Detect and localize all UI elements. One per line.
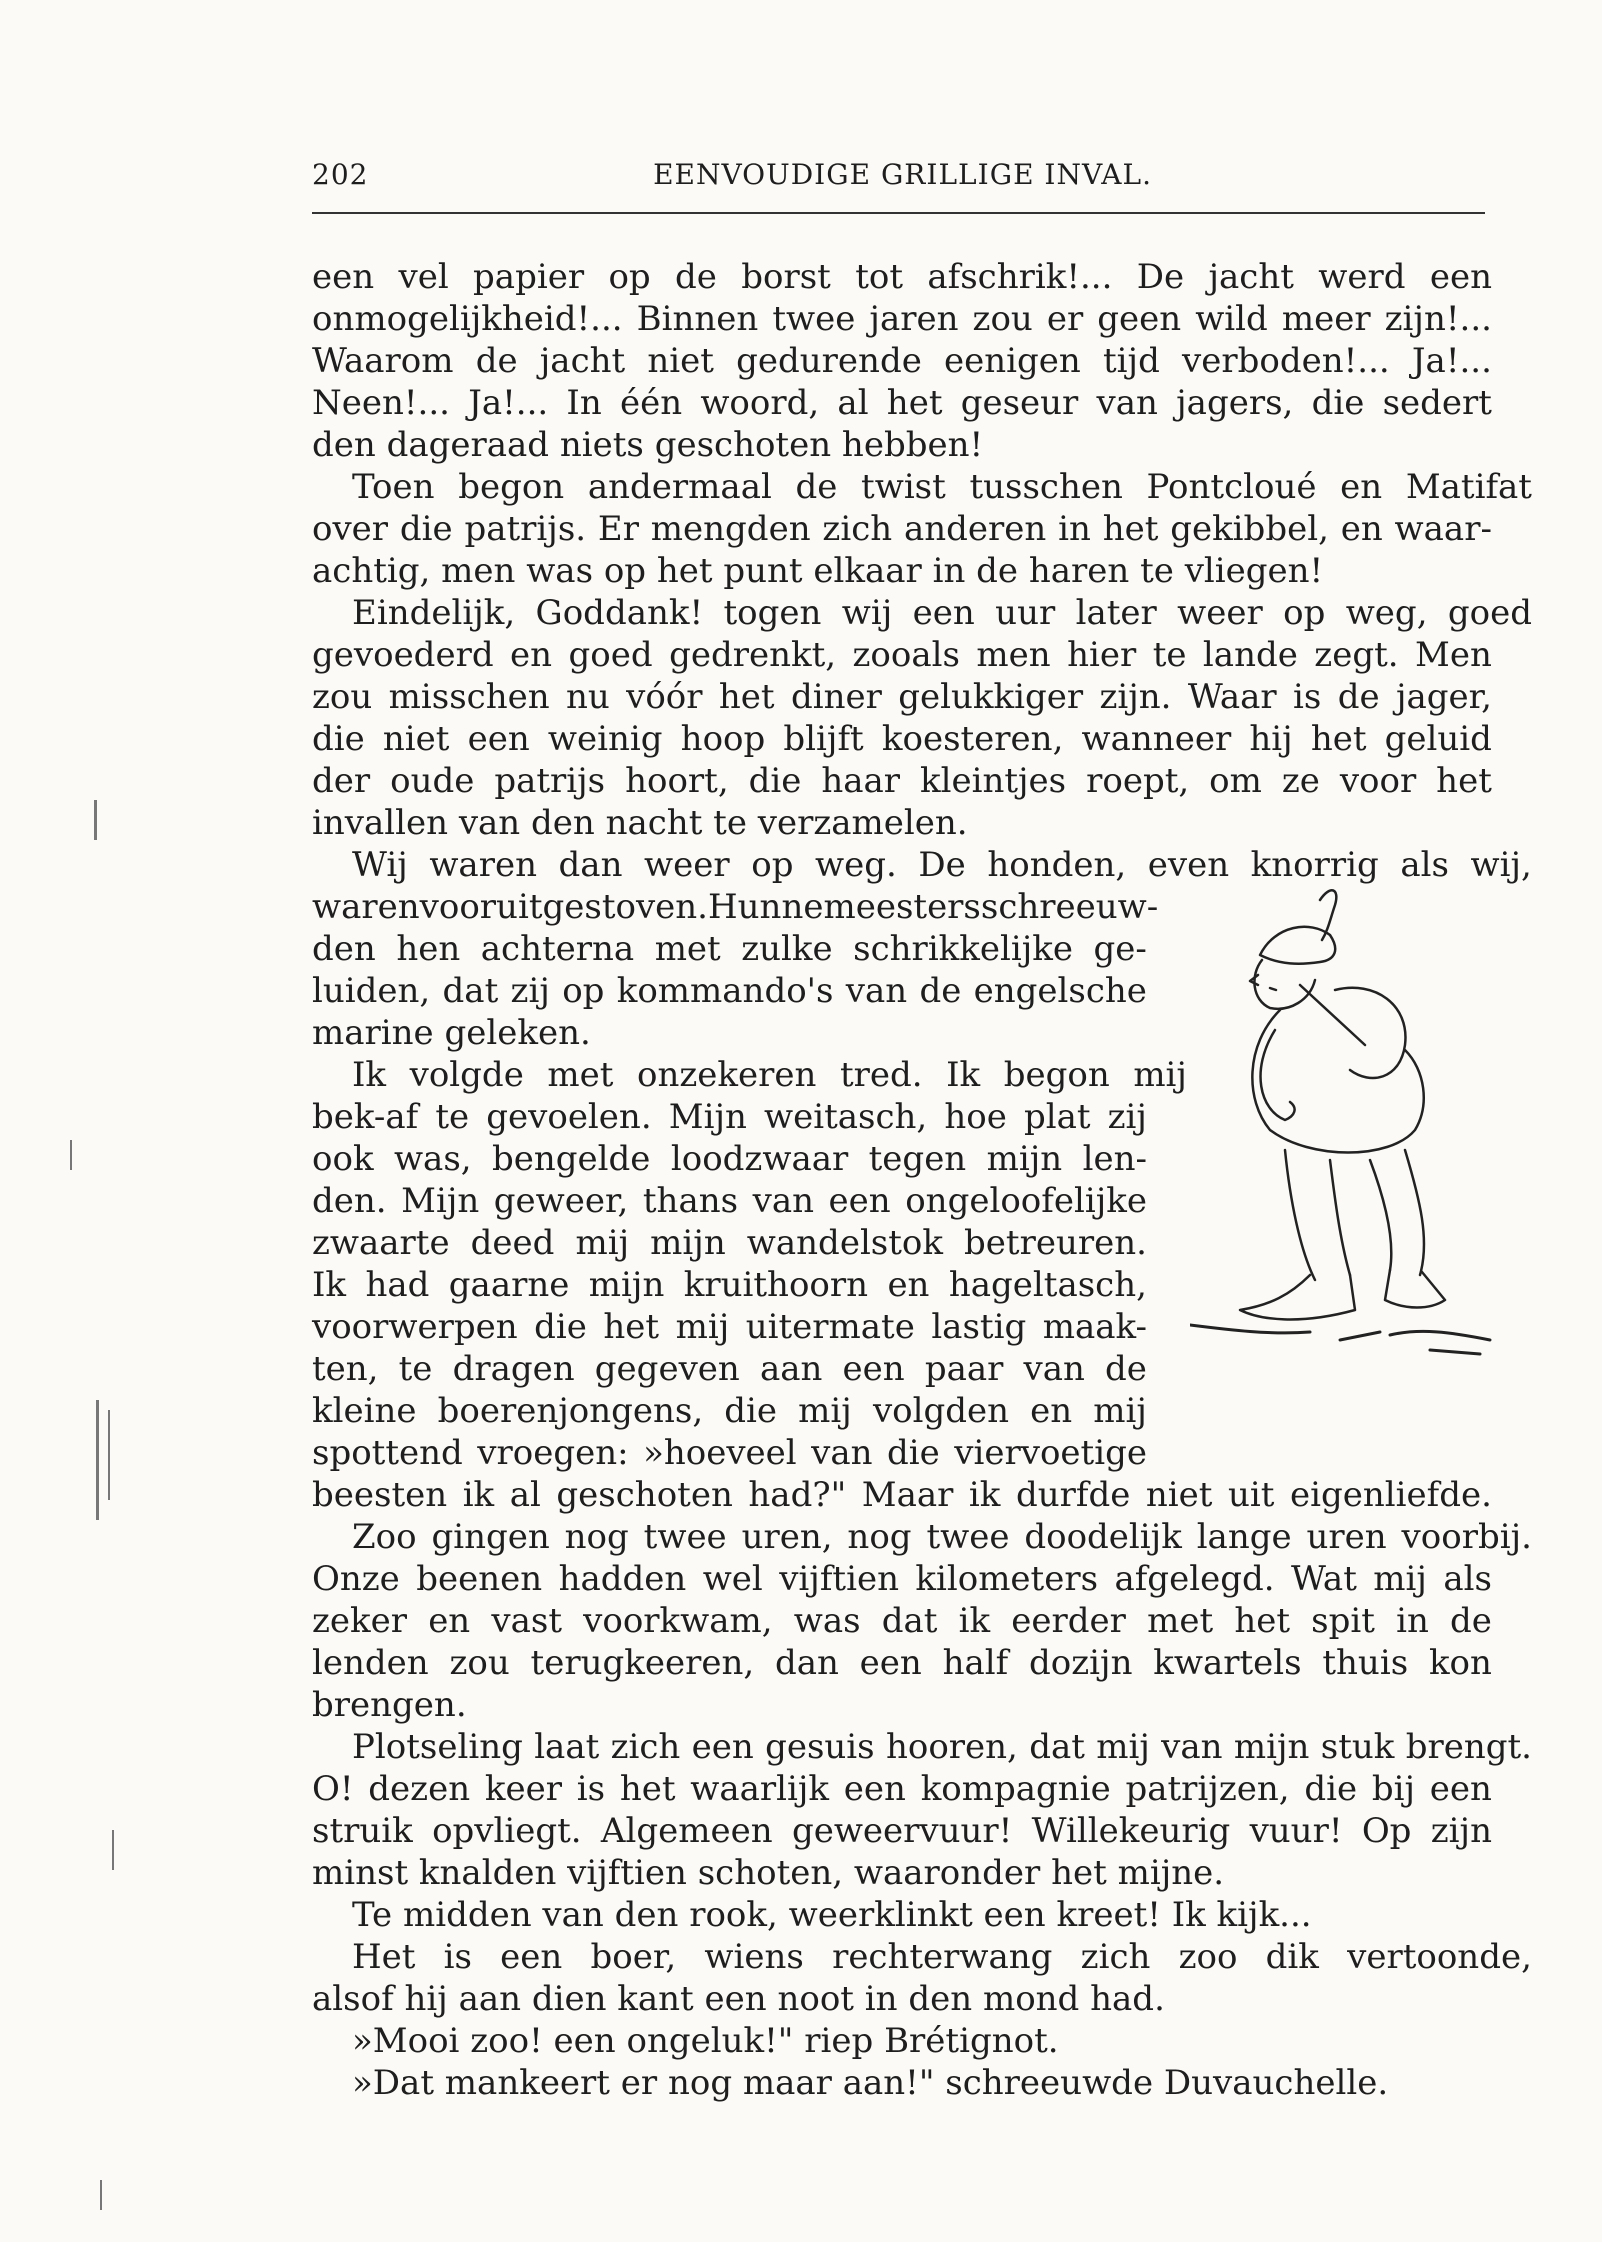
text-line: bek-af te gevoelen. Mijn weitasch, hoe plat zij — [312, 1097, 1147, 1137]
ground-strokes — [1190, 1325, 1490, 1354]
text-line: marine geleken. — [312, 1013, 591, 1053]
arm — [1261, 1030, 1295, 1120]
text-line: voorwerpen die het mij uitermate lastig maak- — [312, 1307, 1147, 1347]
text-line: Toen begon andermaal de twist tusschen Pontcloué en Matifat — [352, 467, 1532, 507]
text-line: den hen achterna met zulke schrikkelijke ge- — [312, 929, 1147, 969]
text-line: ten, te dragen gegeven aan een paar van de — [312, 1349, 1147, 1389]
hunter-illustration — [1190, 880, 1500, 1460]
head — [1254, 960, 1315, 1009]
cap — [1260, 927, 1335, 964]
text-line: den dageraad niets geschoten hebben! — [312, 425, 984, 465]
scan-mark — [94, 800, 97, 840]
text-line: zeker en vast voorkwam, was dat ik eerder met het spit in de — [312, 1601, 1492, 1641]
left-boot — [1240, 1275, 1355, 1319]
scan-mark — [112, 1830, 114, 1870]
text-line: over die patrijs. Er mengden zich anderen in het gekibbel, en waar- — [312, 509, 1492, 549]
text-line: die niet een weinig hoop blijft koesteren, wanneer hij het geluid — [312, 719, 1492, 759]
text-line: onmogelijkheid!... Binnen twee jaren zou er geen wild meer zijn!... — [312, 299, 1492, 339]
backpack — [1335, 988, 1405, 1078]
text-line: invallen van den nacht te verzamelen. — [312, 803, 968, 843]
text-line: Ik had gaarne mijn kruithoorn en hageltasch, — [312, 1265, 1147, 1305]
text-line: Het is een boer, wiens rechterwang zich zoo dik vertoonde, — [352, 1937, 1532, 1977]
scan-mark — [70, 1140, 72, 1170]
right-leg — [1370, 1150, 1424, 1275]
text-line: alsof hij aan dien kant een noot in den mond had. — [312, 1979, 1165, 2019]
text-line: »Mooi zoo! een ongeluk!" riep Brétignot. — [352, 2021, 1059, 2061]
text-line: luiden, dat zij op kommando's van de engelsche — [312, 971, 1147, 1011]
text-line: ook was, bengelde loodzwaar tegen mijn len- — [312, 1139, 1147, 1179]
strap — [1300, 985, 1365, 1045]
scan-mark — [96, 1400, 99, 1520]
torso — [1252, 1010, 1423, 1153]
scan-edge-marks — [30, 80, 150, 2220]
text-line: spottend vroegen: »hoeveel van die viervoetige — [312, 1433, 1147, 1473]
text-line: Neen!... Ja!... In één woord, al het geseur van jagers, die sedert — [312, 383, 1492, 423]
text-line: gevoederd en goed gedrenkt, zooals men hier te lande zegt. Men — [312, 635, 1492, 675]
text-line: zwaarte deed mij mijn wandelstok betreuren. — [312, 1223, 1147, 1263]
text-line: den. Mijn geweer, thans van een ongeloofelijke — [312, 1181, 1147, 1221]
right-boot — [1385, 1270, 1445, 1308]
left-leg — [1285, 1150, 1350, 1280]
running-header — [312, 150, 1472, 198]
text-line: Ik volgde met onzekeren tred. Ik begon mij — [352, 1055, 1187, 1095]
text-line: Waarom de jacht niet gedurende eenigen tijd verboden!... Ja!... — [312, 341, 1492, 381]
page-number: 202 — [312, 157, 369, 191]
text-line: Te midden van den rook, weerklinkt een kreet! Ik kijk... — [352, 1895, 1312, 1935]
scan-mark — [100, 2180, 102, 2210]
text-line: der oude patrijs hoort, die haar kleintjes roept, om ze voor het — [312, 761, 1492, 801]
text-line: Eindelijk, Goddank! togen wij een uur later weer op weg, goed — [352, 593, 1532, 633]
text-line: waren vooruitgestoven. Hunne meesters schreeuw- — [312, 887, 1159, 927]
text-line: een vel papier op de borst tot afschrik!... De jacht werd een — [312, 257, 1492, 297]
text-line: Plotseling laat zich een gesuis hooren, dat mij van mijn stuk brengt. — [352, 1727, 1532, 1767]
text-line: struik opvliegt. Algemeen geweervuur! Willekeurig vuur! Op zijn — [312, 1811, 1492, 1851]
text-line: kleine boerenjongens, die mij volgden en mij — [312, 1391, 1147, 1431]
running-head-title: EENVOUDIGE GRILLIGE INVAL. — [653, 157, 1152, 191]
text-line: achtig, men was op het punt elkaar in de haren te vliegen! — [312, 551, 1324, 591]
text-line: minst knalden vijftien schoten, waaronder het mijne. — [312, 1853, 1225, 1893]
text-line: zou misschen nu vóór het diner gelukkiger zijn. Waar is de jager, — [312, 677, 1492, 717]
text-line: Zoo gingen nog twee uren, nog twee doodelijk lange uren voorbij. — [352, 1517, 1532, 1557]
scan-mark — [108, 1410, 110, 1500]
text-line: lenden zou terugkeeren, dan een half dozijn kwartels thuis kon — [312, 1643, 1492, 1683]
text-line: beesten ik al geschoten had?" Maar ik durfde niet uit eigenliefde. — [312, 1475, 1492, 1515]
text-line: Wij waren dan weer op weg. De honden, even knorrig als wij, — [352, 845, 1532, 885]
text-line: brengen. — [312, 1685, 467, 1725]
text-line: Onze beenen hadden wel vijftien kilometers afgelegd. Wat mij als — [312, 1559, 1492, 1599]
text-line: O! dezen keer is het waarlijk een kompagnie patrijzen, die bij een — [312, 1769, 1492, 1809]
header-rule — [312, 212, 1485, 214]
text-line: »Dat mankeert er nog maar aan!" schreeuwde Duvauchelle. — [352, 2063, 1389, 2103]
